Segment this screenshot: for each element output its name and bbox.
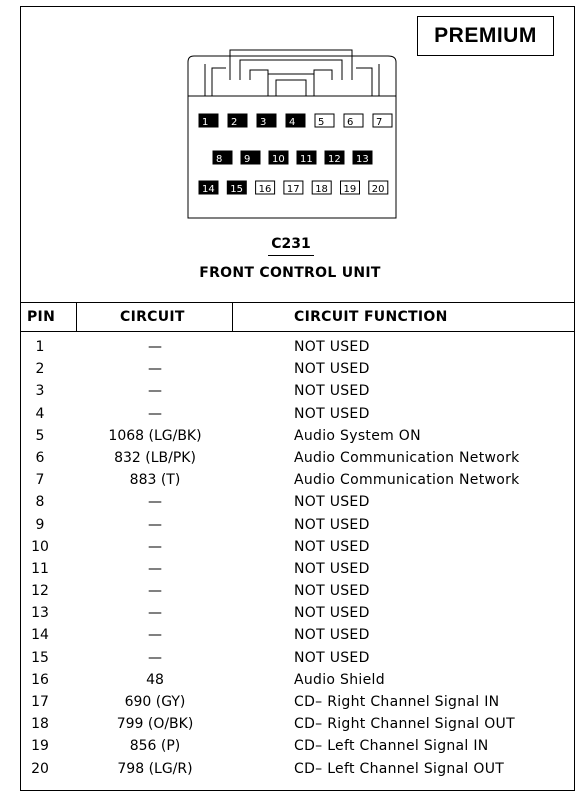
connector-name: FRONT CONTROL UNIT <box>199 265 381 281</box>
pin-number-cell: 12 <box>31 583 49 600</box>
circuit-cell: 48 <box>146 671 164 688</box>
pin-number-cell: 9 <box>35 516 45 533</box>
pin-number-cell: 14 <box>31 627 49 644</box>
table-row <box>20 515 575 537</box>
circuit-cell: 832 (LB/PK) <box>114 449 196 466</box>
table-row <box>20 559 575 581</box>
circuit-cell: — <box>148 405 162 422</box>
pin-number-cell: 19 <box>31 738 49 755</box>
pin-number: 5 <box>318 117 325 128</box>
table-row <box>20 404 575 426</box>
pin-number: 3 <box>260 117 267 128</box>
circuit-cell: 798 (LG/R) <box>117 760 193 777</box>
pin-number-cell: 15 <box>31 649 49 666</box>
pin-number-cell: 6 <box>35 449 45 466</box>
circuit-cell: — <box>148 494 162 511</box>
table-row <box>20 759 575 781</box>
pin-number: 2 <box>231 117 238 128</box>
pin-number-cell: 1 <box>35 339 45 355</box>
pin-number-cell: 20 <box>31 760 49 777</box>
pin-number: 8 <box>216 154 223 165</box>
circuit-cell: 883 (T) <box>129 472 181 489</box>
pin-number-cell: 13 <box>31 605 49 622</box>
circuit-function-cell: NOT USED <box>294 516 370 533</box>
table-header-rule <box>20 331 575 332</box>
connector-latch <box>230 50 352 80</box>
table-row <box>20 381 575 403</box>
pin-number-cell: 17 <box>31 694 49 710</box>
pin-number-cell: 3 <box>35 383 45 400</box>
table-row <box>20 692 575 714</box>
table-row <box>20 648 575 670</box>
table-row <box>20 359 575 381</box>
circuit-function-cell: Audio Shield <box>294 671 385 688</box>
circuit-function-cell: Audio Communication Network <box>294 472 520 489</box>
circuit-cell: — <box>148 649 162 666</box>
circuit-cell: 1068 (LG/BK) <box>108 427 202 444</box>
pin-number: 15 <box>230 184 244 195</box>
pin-number: 9 <box>244 154 251 165</box>
pin-number: 17 <box>286 184 300 195</box>
pin-number: 14 <box>202 184 215 195</box>
pin-number-cell: 8 <box>35 494 45 511</box>
circuit-function-cell: NOT USED <box>294 583 370 600</box>
table-row <box>20 337 575 359</box>
circuit-function-cell: Audio System ON <box>294 427 421 444</box>
pin-number-cell: 16 <box>31 671 49 688</box>
table-row <box>20 581 575 603</box>
circuit-cell: — <box>148 383 162 400</box>
connector-id: C231 <box>271 236 311 252</box>
table-row <box>20 736 575 758</box>
circuit-cell: — <box>148 538 162 555</box>
circuit-function-cell: CD– Left Channel Signal IN <box>294 738 489 755</box>
pin-number: 11 <box>300 154 313 165</box>
circuit-cell: 799 (O/BK) <box>116 716 194 733</box>
pin-number-cell: 7 <box>35 472 45 489</box>
circuit-function-cell: NOT USED <box>294 605 370 622</box>
circuit-cell: — <box>148 560 162 577</box>
table-row <box>20 426 575 448</box>
pin-cavities <box>199 114 392 195</box>
circuit-function-cell: NOT USED <box>294 361 370 378</box>
circuit-cell: — <box>148 361 162 378</box>
pin-number: 13 <box>356 154 369 165</box>
table-row <box>20 625 575 647</box>
pinout-table-body <box>20 337 575 781</box>
pin-number: 7 <box>376 117 383 128</box>
table-row <box>20 537 575 559</box>
circuit-cell: — <box>148 627 162 644</box>
circuit-cell: — <box>148 605 162 622</box>
pin-number: 19 <box>343 184 357 195</box>
pin-number: 20 <box>371 184 385 195</box>
pin-number: 1 <box>202 117 209 128</box>
table-row <box>20 714 575 736</box>
pin-number: 6 <box>347 117 354 128</box>
header-circuit: CIRCUIT <box>120 309 185 325</box>
circuit-function-cell: NOT USED <box>294 649 370 666</box>
pin-number: 18 <box>315 184 328 195</box>
circuit-function-cell: NOT USED <box>294 494 370 511</box>
pin-number: 16 <box>258 184 272 195</box>
circuit-function-cell: CD– Right Channel Signal IN <box>294 694 500 710</box>
table-row <box>20 670 575 692</box>
circuit-function-cell: CD– Left Channel Signal OUT <box>294 760 505 777</box>
column-divider-pin <box>76 302 77 332</box>
table-row <box>20 492 575 514</box>
circuit-function-cell: NOT USED <box>294 560 370 577</box>
pin-number-cell: 10 <box>31 538 49 555</box>
circuit-cell: — <box>148 516 162 533</box>
table-row <box>20 603 575 625</box>
pin-number-cell: 18 <box>31 716 49 733</box>
circuit-cell: — <box>148 583 162 600</box>
circuit-function-cell: NOT USED <box>294 383 370 400</box>
circuit-function-cell: NOT USED <box>294 339 370 355</box>
header-circuit-function: CIRCUIT FUNCTION <box>294 309 448 325</box>
circuit-cell: 690 (GY) <box>124 694 186 710</box>
pin-number: 12 <box>328 154 341 165</box>
pin-number-cell: 2 <box>35 361 45 378</box>
pin-number-cell: 4 <box>35 405 45 422</box>
premium-badge: PREMIUM <box>417 16 554 56</box>
pin-number: 10 <box>272 154 285 165</box>
circuit-function-cell: NOT USED <box>294 405 370 422</box>
pin-number-cell: 11 <box>31 560 49 577</box>
circuit-function-cell: NOT USED <box>294 538 370 555</box>
connector-id-underline <box>268 255 314 256</box>
table-row <box>20 470 575 492</box>
circuit-function-cell: Audio Communication Network <box>294 449 520 466</box>
circuit-function-cell: CD– Right Channel Signal OUT <box>294 716 515 733</box>
circuit-cell: — <box>148 339 162 355</box>
circuit-function-cell: NOT USED <box>294 627 370 644</box>
connector-key <box>268 74 314 96</box>
pin-number-cell: 5 <box>35 427 45 444</box>
pin-number: 4 <box>289 117 296 128</box>
column-divider-circuit <box>232 302 233 332</box>
table-row <box>20 448 575 470</box>
circuit-cell: 856 (P) <box>129 738 181 755</box>
table-top-rule <box>20 302 575 303</box>
header-pin: PIN <box>27 309 56 325</box>
